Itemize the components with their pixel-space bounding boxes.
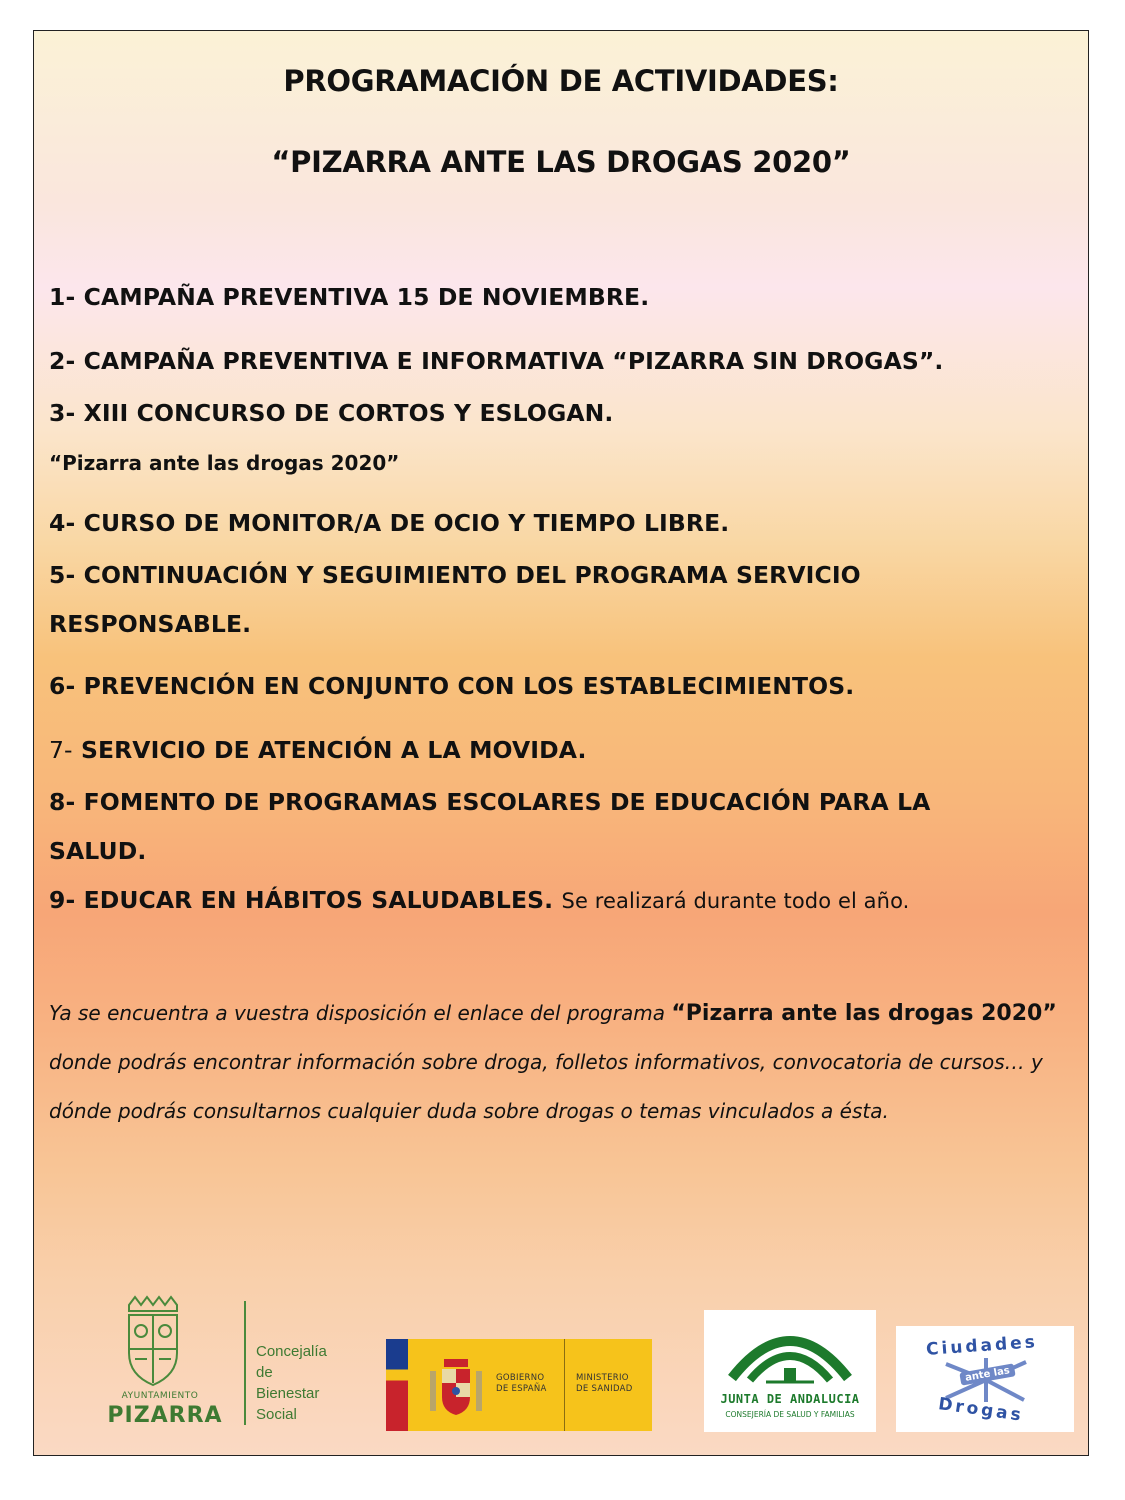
paragraph-lead: Ya se encuentra a vuestra disposición el enlace del programa [49, 1001, 665, 1025]
item-note: Se realizará durante todo el año. [561, 889, 910, 913]
gobierno-line-2: DE ESPAÑA [496, 1384, 547, 1394]
list-item [49, 399, 613, 427]
item-number: 9- [49, 886, 76, 914]
consejeria-name: CONSEJERÍA DE SALUD Y FAMILIAS [725, 1410, 855, 1419]
item-continuation: RESPONSABLE. [49, 610, 252, 638]
ayuntamiento-label: AYUNTAMIENTO [121, 1391, 199, 1401]
paragraph-line-3: dónde podrás consultarnos cualquier duda sobre drogas o temas vinculados a ésta. [49, 1099, 889, 1123]
item-number: 8- [49, 788, 76, 816]
junta-arches-icon [726, 1318, 854, 1390]
spain-coat-of-arms-icon [426, 1353, 486, 1419]
list-item [49, 509, 729, 537]
page-title: PROGRAMACIÓN DE ACTIVIDADES: [283, 64, 839, 98]
paragraph-line-2: donde podrás encontrar información sobre droga, folletos informativos, convocatoria de cursos… y [49, 1050, 1043, 1074]
concejalia-line-1: Concejalía de [256, 1343, 327, 1381]
item-text: SERVICIO DE ATENCIÓN A LA MOVIDA. [80, 736, 587, 764]
drogas-text: Drogas [937, 1394, 1025, 1426]
info-paragraph [49, 989, 1069, 1136]
item-text: FOMENTO DE PROGRAMAS ESCOLARES DE EDUCACIÓN PARA LA [83, 788, 931, 816]
ciudades-ante-drogas-logo [896, 1326, 1074, 1432]
ciudades-text: Ciudades [925, 1332, 1039, 1360]
pizarra-label: PIZARRA [107, 1403, 223, 1428]
item-text: CAMPAÑA PREVENTIVA 15 DE NOVIEMBRE. [83, 283, 650, 311]
list-item [49, 561, 861, 589]
item-number: 3- [49, 399, 76, 427]
item-text: CONTINUACIÓN Y SEGUIMIENTO DEL PROGRAMA SERVICIO [83, 561, 861, 589]
item-number: 6- [49, 672, 76, 700]
list-item [49, 736, 587, 764]
item-text: PREVENCIÓN EN CONJUNTO CON LOS ESTABLECIMIENTOS. [83, 672, 855, 700]
ministerio-line-1: MINISTERIO [576, 1373, 629, 1383]
logo-divider [564, 1339, 565, 1431]
item-continuation: SALUD. [49, 837, 147, 865]
item-number: 5- [49, 561, 76, 589]
logo-divider [244, 1301, 246, 1425]
item-text: EDUCAR EN HÁBITOS SALUDABLES. [83, 886, 554, 914]
gobierno-line-1: GOBIERNO [496, 1373, 545, 1383]
poster [33, 30, 1089, 1456]
ministerio-line-2: DE SANIDAD [576, 1384, 633, 1394]
list-item [49, 672, 854, 700]
concejalia-line-2: Bienestar Social [256, 1385, 320, 1423]
item-number: 7- [49, 736, 73, 764]
list-item [49, 347, 943, 375]
item-subtitle: “Pizarra ante las drogas 2020” [49, 451, 400, 475]
list-item [49, 283, 649, 311]
paragraph-highlight: “Pizarra ante las drogas 2020” [671, 1001, 1057, 1026]
pizarra-crest-icon [89, 1293, 229, 1393]
item-number: 4- [49, 509, 76, 537]
list-item [49, 788, 930, 816]
flag-stripe [386, 1339, 408, 1431]
paragraph-line-1 [49, 989, 1069, 1038]
page-subtitle: “PIZARRA ANTE LAS DROGAS 2020” [271, 145, 851, 179]
ante-las-text: ante las [959, 1363, 1015, 1385]
item-number: 1- [49, 283, 76, 311]
concejalia-text [256, 1341, 339, 1425]
item-text: XIII CONCURSO DE CORTOS Y ESLOGAN. [83, 399, 614, 427]
junta-andalucia-logo [704, 1310, 876, 1432]
gobierno-espana-logo [386, 1339, 652, 1431]
gobierno-text [496, 1373, 547, 1395]
item-text: CURSO DE MONITOR/A DE OCIO Y TIEMPO LIBRE. [83, 509, 730, 537]
item-text: CAMPAÑA PREVENTIVA E INFORMATIVA “PIZARRA SIN DROGAS”. [83, 347, 944, 375]
ayuntamiento-pizarra-logo [89, 1293, 339, 1433]
junta-name: JUNTA DE ANDALUCIA [720, 1392, 860, 1406]
item-number: 2- [49, 347, 76, 375]
list-item [49, 886, 909, 914]
ministerio-text [576, 1373, 633, 1395]
